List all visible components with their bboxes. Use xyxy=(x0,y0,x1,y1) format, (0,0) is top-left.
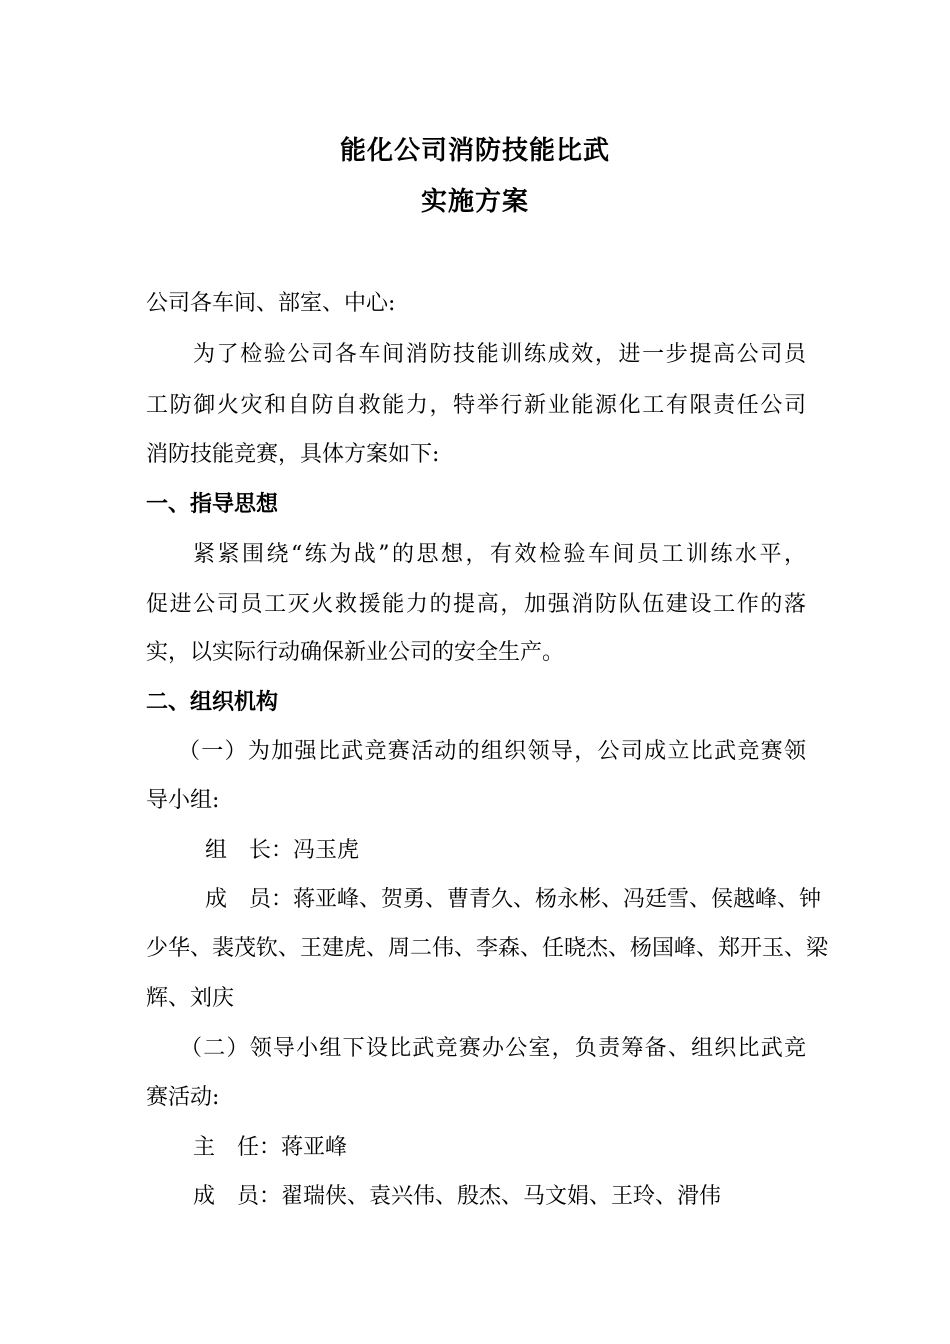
members-line-3: 辉、刘庆 xyxy=(146,986,235,1011)
document-title-line1: 能化公司消防技能比武 xyxy=(339,136,610,166)
section-2-sub1-line-1: （一）为加强比武竞赛活动的组织领导，公司成立比武竞赛领 xyxy=(178,739,806,764)
director-line: 主 任：蒋亚峰 xyxy=(193,1135,348,1160)
office-members-line: 成 员：翟瑞侠、袁兴伟、殷杰、马文娟、王玲、滑伟 xyxy=(193,1184,722,1209)
section-1-line-2: 促进公司员工灭火救援能力的提高，加强消防队伍建设工作的落 xyxy=(146,592,806,617)
intro-line-3: 消防技能竞赛，具体方案如下: xyxy=(146,442,440,467)
section-2-sub1-line-2: 导小组: xyxy=(146,788,220,813)
intro-line-2: 工防御火灾和自防自救能力，特举行新业能源化工有限责任公司 xyxy=(146,393,806,418)
salutation: 公司各车间、部室、中心: xyxy=(146,291,396,316)
section-1-line-3: 实，以实际行动确保新业公司的安全生产。 xyxy=(146,640,565,665)
members-line-2: 少华、裴茂钦、王建虎、周二伟、李森、任晓杰、杨国峰、郑开玉、梁 xyxy=(146,936,829,961)
section-2-sub2-line-1: （二）领导小组下设比武竞赛办公室，负责筹备、组织比武竞 xyxy=(180,1036,806,1061)
section-1-line-1: 紧紧围绕“练为战”的思想，有效检验车间员工训练水平， xyxy=(193,542,806,567)
section-1-heading: 一、指导思想 xyxy=(146,492,279,517)
leader-line: 组 长：冯玉虎 xyxy=(205,838,360,863)
section-2-sub2-line-2: 赛活动: xyxy=(146,1085,220,1110)
document-title-line2: 实施方案 xyxy=(420,187,529,217)
intro-line-1: 为了检验公司各车间消防技能训练成效，进一步提高公司员 xyxy=(193,342,806,367)
members-line-1: 成 员：蒋亚峰、贺勇、曹青久、杨永彬、冯廷雪、侯越峰、钟 xyxy=(205,887,822,912)
section-2-heading: 二、组织机构 xyxy=(146,690,279,715)
